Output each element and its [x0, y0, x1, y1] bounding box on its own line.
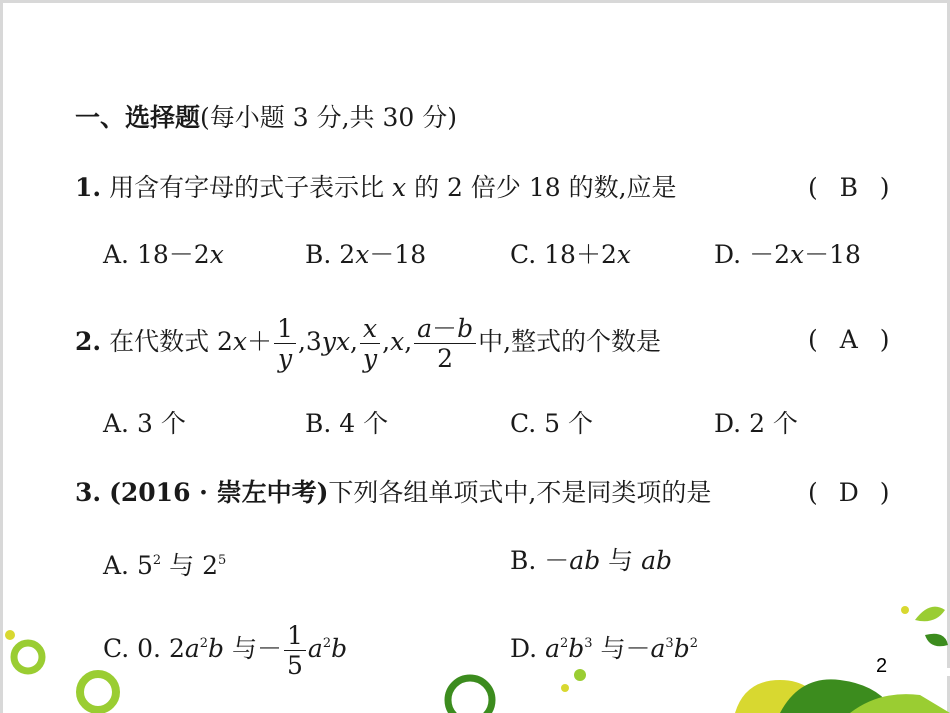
question-1-option-d: D. －2x－18	[714, 240, 861, 269]
section-title: 一、选择题	[75, 103, 201, 132]
question-2-answer: ( A )	[808, 325, 890, 354]
leaf-decoration	[925, 634, 948, 647]
question-2-option-a: A. 3 个	[103, 409, 186, 438]
question-1-stem: 1. 用含有字母的式子表示比 x 的 2 倍少 18 的数,应是	[75, 173, 677, 202]
question-2-option-c: C. 5 个	[510, 409, 593, 438]
question-number: 1.	[75, 173, 102, 202]
fraction-a-minus-b-over-2: $\frac{a-b}{2}$	[414, 316, 476, 371]
yellow-dot-decoration	[901, 606, 909, 614]
yellow-dot-decoration	[5, 630, 15, 640]
fraction-x-over-y: $\frac{x}{y}$	[360, 316, 380, 371]
question-3-option-c: C. 0. $2a^2b$ 与－ $\frac{1}{5}$ $a^2b$	[103, 621, 348, 680]
page-number: 2	[876, 655, 888, 677]
question-source: (2016 · 崇左中考)	[109, 478, 329, 507]
question-3-option-b: B. －ab 与 ab	[510, 546, 673, 575]
question-number: 2.	[75, 327, 102, 356]
green-ring-decoration	[14, 643, 42, 671]
section-heading	[75, 103, 457, 133]
question-2-stem: 2. 在代数式 2x＋ $\frac{1}{y}$ ,3yx, $\frac{x}{y}$ ,x, $\frac{a-b}{2}$ 中,整式的个数是	[75, 314, 662, 373]
question-2-option-b: B. 4 个	[305, 409, 389, 438]
question-2-option-d: D. 2 个	[714, 409, 798, 438]
leaf-decoration	[915, 607, 945, 622]
question-1-answer: ( B )	[808, 173, 890, 202]
section-note: (每小题 3 分,共 30 分)	[200, 103, 457, 132]
question-3-option-d: D. $a^2b^3$ 与$-a^3b^2$	[510, 634, 698, 663]
answer-letter: A	[839, 325, 858, 354]
fraction-1-over-y: $\frac{1}{y}$	[274, 316, 296, 371]
slide-border-top	[0, 0, 950, 3]
fraction-1-over-5: $\frac{1}{5}$	[284, 623, 306, 678]
answer-letter: D	[838, 478, 859, 507]
dark-green-ring-decoration	[448, 678, 492, 713]
question-1-option-c: C. 18＋2x	[510, 240, 631, 269]
green-dot-decoration	[574, 669, 586, 681]
question-3-answer: ( D )	[808, 478, 890, 507]
answer-letter: B	[839, 173, 858, 202]
green-ring-decoration	[80, 674, 116, 710]
yellow-dot-decoration	[561, 684, 569, 692]
question-number: 3.	[75, 478, 102, 507]
question-3-stem: 3. (2016 · 崇左中考)下列各组单项式中,不是同类项的是	[75, 478, 712, 507]
question-1-option-a: A. 18－2x	[103, 240, 224, 269]
question-1-option-b: B. 2x－18	[305, 240, 427, 269]
question-3-option-a: A. $5^2$ 与 $2^5$	[103, 551, 227, 580]
decorative-footer	[0, 580, 950, 713]
